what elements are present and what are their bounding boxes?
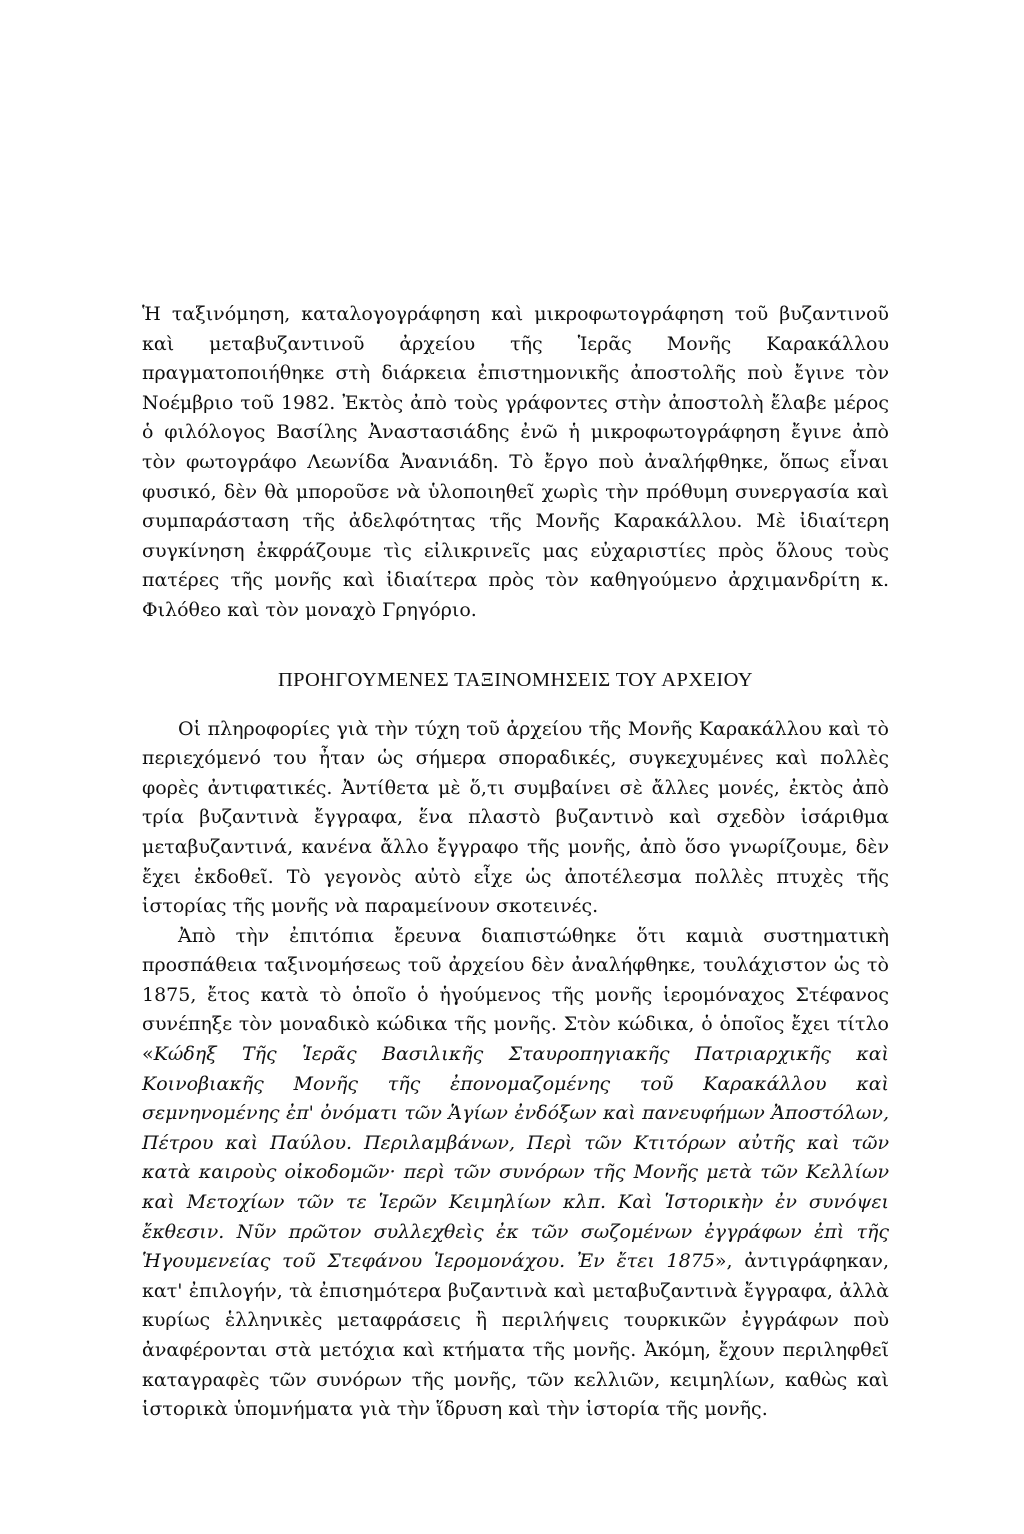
intro-paragraph: Ἡ ταξινόμηση, καταλογογράφηση καὶ μικροφωτογράφηση τοῦ βυζαντινοῦ καὶ μεταβυζαντινοῦ ἀρχείου τῆς Ἱερᾶς Μονῆς Καρακάλλου πραγματοποιήθηκε στὴ διάρκεια ἐπιστημονικῆς ἀποστολῆς ποὺ ἔγινε τὸν Νοέμβριο τοῦ 1982. Ἐκτὸς ἀπὸ τοὺς γράφοντες στὴν ἀποστολὴ ἔλαβε μέρος ὁ φιλόλογος Βασίλης Ἀναστασιάδης ἐνῶ ἡ μικροφωτογράφηση ἔγινε ἀπὸ τὸν φωτογράφο Λεωνίδα Ἀνανιάδη. Τὸ ἔργο ποὺ ἀναλήφθηκε, ὅπως εἶναι φυσικό, δὲν θὰ μποροῦσε νὰ ὑλοποιηθεῖ χωρὶς τὴν πρόθυμη συνεργασία καὶ συμπαράσταση τῆς ἀδελφότητας τῆς Μονῆς Καρακάλλου. Μὲ ἰδιαίτερη συγκίνηση ἐκφράζουμε τὶς εἰλικρινεῖς μας εὐχαριστίες πρὸς ὅλους τοὺς πατέρες τῆς μονῆς καὶ ἰδιαίτερα πρὸς τὸν καθηγούμενο ἀρχιμανδρίτη κ. Φιλόθεο καὶ τὸν μοναχὸ Γρηγόριο.	[142, 303, 889, 621]
paragraph-2-opening: Ἀπὸ τὴν ἐπιτόπια ἔρευνα διαπιστώθηκε ὅτι καμιὰ συστηματικὴ προσπάθεια ταξινομήσεως τοῦ ἀρχείου δὲν ἀναλήφθηκε, τουλάχιστον ὡς τὸ 1875, ἔτος κατὰ τὸ ὁποῖο ὁ ἡγούμενος τῆς μονῆς ἱερομόναχος Στέφανος συνέπηξε τὸν μοναδικὸ κώδικα τῆς μονῆς. Στὸν κώδικα, ὁ ὁποῖος ἔχει τίτλο «	[142, 924, 889, 1066]
body-paragraph-1: Οἱ πληροφορίες γιὰ τὴν τύχη τοῦ ἀρχείου τῆς Μονῆς Καρακάλλου καὶ τὸ περιεχόμενό του ἦταν ὡς σήμερα σποραδικές, συγκεχυμένες καὶ πολλὲς φορὲς ἀντιφατικές. Ἀντίθετα μὲ ὅ,τι συμβαίνει σὲ ἄλλες μονές, ἐκτὸς ἀπὸ τρία βυζαντινὰ ἔγγραφα, ἕνα πλαστὸ βυζαντινὸ καὶ σχεδὸν ἰσάριθμα μεταβυζαντινά, κανένα ἄλλο ἔγγραφο τῆς μονῆς, ἀπὸ ὅσο γνωρίζουμε, δὲν ἔχει ἐκδοθεῖ. Τὸ γεγονὸς αὐτὸ εἶχε ὡς ἀποτέλεσμα πολλὲς πτυχὲς τῆς ἱστορίας τῆς μονῆς νὰ παραμείνουν σκοτεινές.	[142, 717, 889, 918]
page-text-block	[142, 300, 889, 1425]
section-heading: ΠΡΟΗΓΟΥΜΕΝΕΣ ΤΑΞΙΝΟΜΗΣΕΙΣ ΤΟΥ ΑΡΧΕΙΟΥ	[277, 668, 754, 691]
codex-title: Κώδηξ Τῆς Ἱερᾶς Βασιλικῆς Σταυροπηγιακῆς Πατριαρχικῆς καὶ Κοινοβιακῆς Μονῆς τῆς ἐπονομαζομένης τοῦ Καρακάλλου καὶ σεμνηνομένης ἐπ' ὀνόματι τῶν Ἁγίων ἐνδόξων καὶ πανευφήμων Ἀποστόλων, Πέτρου καὶ Παύλου. Περιλαμβάνων, Περὶ τῶν Κτιτόρων αὐτῆς καὶ τῶν κατὰ καιροὺς οἰκοδομῶν· περὶ τῶν συνόρων τῆς Μονῆς μετὰ τῶν Κελλίων καὶ Μετοχίων τῶν τε Ἱερῶν Κειμηλίων κλπ. Καὶ Ἱστορικὴν ἐν συνόψει ἔκθεσιν. Νῦν πρῶτον συλλεχθεὶς ἐκ τῶν σωζομένων ἐγγράφων ἐπὶ τῆς Ἡγουμενείας τοῦ Στεφάνου Ἱερομονάχου. Ἐν ἔτει 1875	[142, 1043, 889, 1273]
body-paragraph-2	[142, 922, 889, 1425]
paragraph-2-closing: », ἀντιγράφηκαν, κατ' ἐπιλογήν, τὰ ἐπισημότερα βυζαντινὰ καὶ μεταβυζαντινὰ ἔγγραφα, ἀλλὰ κυρίως ἑλληνικὲς μεταφράσεις ἢ περιλήψεις τουρκικῶν ἐγγράφων ποὺ ἀναφέρονται στὰ μετόχια καὶ κτήματα τῆς μονῆς. Ἀκόμη, ἔχουν περιληφθεῖ καταγραφὲς τῶν συνόρων τῆς μονῆς, τῶν κελλιῶν, κειμηλίων, καθὼς καὶ ἱστορικὰ ὑπομνήματα γιὰ τὴν ἵδρυση καὶ τὴν ἱστορία τῆς μονῆς.	[142, 1250, 889, 1421]
section-body	[142, 715, 889, 1425]
